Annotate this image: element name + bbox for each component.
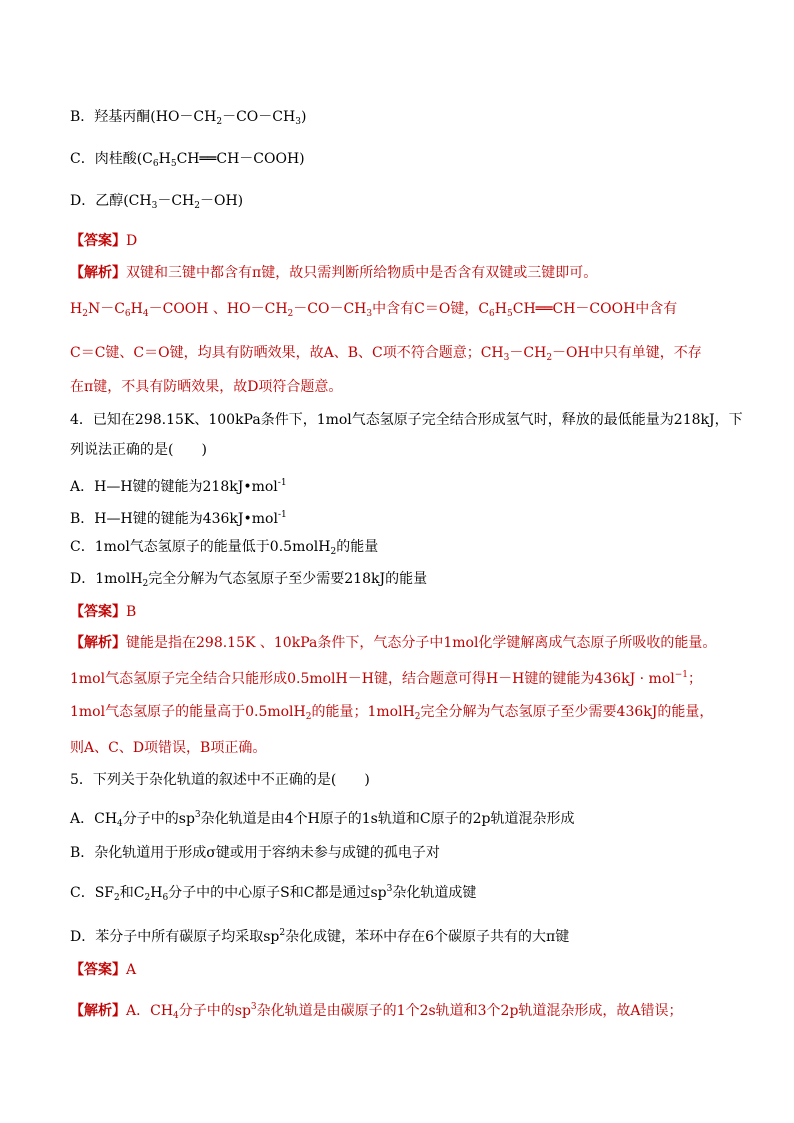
option-a-line: A．H—H键的键能为218kJ•mol$^{-1}$ bbox=[70, 478, 287, 495]
analysis-line: 在π键，不具有防晒效果，故D项符合题意。 bbox=[70, 379, 343, 395]
option-d-line: D．乙醇$(CH_3-CH_2-OH)$ bbox=[70, 193, 244, 211]
question-5-stem: 5．下列关于杂化轨道的叙述中不正确的是( ) bbox=[70, 772, 370, 788]
option-d-line: D．苯分子中所有碳原子均采取$sp^2$杂化成键，苯环中存在6个碳原子共有的大π键 bbox=[70, 928, 570, 945]
analysis-line: 则A、C、D项错误，B项正确。 bbox=[70, 740, 267, 756]
option-b-line: B．H—H键的键能为436kJ•mol$^{-1}$ bbox=[70, 510, 287, 527]
option-c-line: C．肉桂酸$(C_6H_5CH══CH-COOH)$ bbox=[70, 151, 305, 169]
answer-line: 【答案】D bbox=[70, 233, 138, 249]
analysis-line: $H_2N-C_6H_4-COOH$ 、$HO-CH_2-CO-CH_3$中含有C＝O键，$C_6H_5CH══CH-COOH$中含有 bbox=[70, 301, 678, 319]
option-b-line: B．羟基丙酮$(HO-CH_2-CO-CH_3)$ bbox=[70, 109, 307, 127]
option-b-line: B．杂化轨道用于形成σ键或用于容纳未参与成键的孤电子对 bbox=[70, 845, 440, 861]
analysis-line: 【解析】A．$CH_4$分子中的$sp^3$杂化轨道是由碳原子的1个2s轨道和3个2p轨道混杂形成，故A错误； bbox=[70, 1002, 683, 1021]
analysis-line: 1mol气态氢原子的能量高于0.5molH$_2$的能量；1molH$_2$完全分解为气态氢原子至少需要436kJ的能量， bbox=[70, 704, 714, 722]
analysis-line: C＝C键、C＝O键，均具有防晒效果，故A、B、C项不符合题意；$CH_3-CH_2-OH$中只有单键，不存 bbox=[70, 345, 702, 363]
analysis-line: 1mol气态氢原子完全结合只能形成0.5molH－H键，结合题意可得H－H键的键能为436kJ · mol$^{-1}$； bbox=[70, 670, 703, 687]
analysis-line: 【解析】双键和三键中都含有π键，故只需判断所给物质中是否含有双键或三键即可。 bbox=[70, 265, 598, 281]
answer-line: 【答案】A bbox=[70, 962, 137, 978]
answer-line: 【答案】B bbox=[70, 604, 137, 620]
analysis-line: 【解析】键能是指在298.15K 、10kPa条件下，气态分子中1mol化学键解离成气态原子所吸收的能量。 bbox=[70, 635, 717, 651]
question-4-stem: 列说法正确的是( ) bbox=[70, 442, 207, 458]
option-c-line: C．$SF_2$和$C_2H_6$分子中的中心原子S和C都是通过$sp^3$杂化轨道成键 bbox=[70, 884, 477, 903]
question-4-stem: 4．已知在298.15K、100kPa条件下，1mol气态氢原子完全结合形成氢气时，释放的最低能量为218kJ，下 bbox=[70, 412, 743, 428]
option-d-line: D．1molH$_2$完全分解为气态氢原子至少需要218kJ的能量 bbox=[70, 571, 428, 589]
option-a-line: A．$CH_4$分子中的$sp^3$杂化轨道是由4个H原子的1s轨道和C原子的2p轨道混杂形成 bbox=[70, 810, 575, 829]
option-c-line: C．1mol气态氢原子的能量低于0.5molH$_2$的能量 bbox=[70, 539, 379, 557]
